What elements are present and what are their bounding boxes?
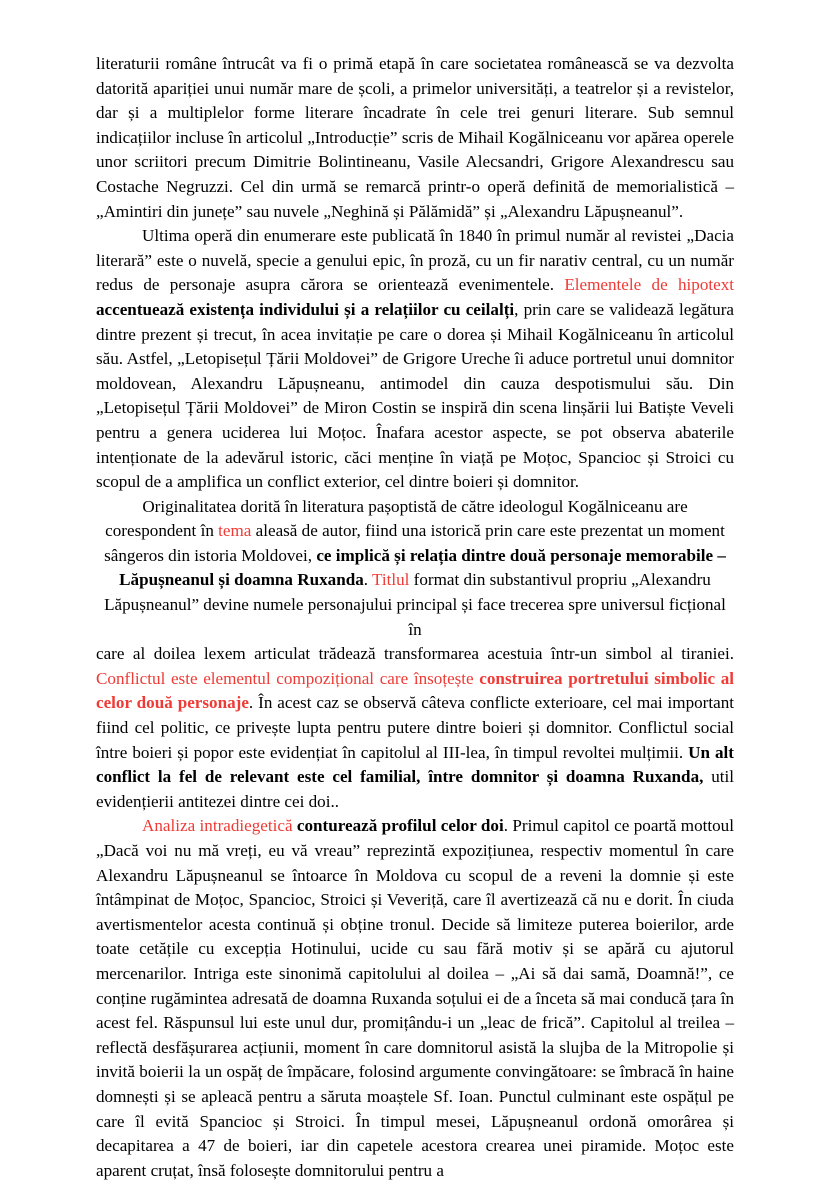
text-run-bold: ce implică și relația dintre două personaje memorabile – Lăpușneanul și doamna Ruxanda <box>119 545 726 590</box>
text-run-red: Elementele de hipotext <box>564 275 734 295</box>
text-run-red: tema <box>218 521 252 541</box>
text-run-normal: . Primul capitol ce poartă mottoul „Dacă voi nu mă vreți, eu vă vreau” reprezintă expozițiunea, respectiv momentul în care Alexandru Lăpușneanul se întoarce în Moldova cu scopul de a reveni la domnie și este întâmpinat de Moțoc, Spancioc, Stroici și Veveriță, care îl avertizează că nu e dorit. În ciuda avertismentelor acesta continuă și obține tronul. Decide să limiteze puterea boierilor, arde toate cetățile cu excepția Hotinului, ucide cu sau fără motiv și se apără cu ajutorul mercenarilor. Intriga este sinonimă capitolului al doilea – „Ai să dai samă, Doamnă!”, ce conține rugămintea adresată de doamna Ruxanda soțului ei de a înceta să mai conducă țara în acest fel. Răspunsul lui este unul dur, promițându-i un „leac de frică”. Capitolul al treilea – reflectă desfășurarea acțiunii, moment în care domnitorul asistă la slujba de la Mitropolie și invită boierii la un ospăț de împăcare, folosind argumente convingătoare: se îmbracă în haine domnești și se apleacă pentru a săruta moaștele Sf. Ioan. Punctul culminant este ospățul pe care îl evită Spancioc și Stroici. În timpul mesei, Lăpușneanul ordonă omorârea și decapitarea a 47 de boieri, iar din capetele acestora crearea unei piramide. Moțoc este aparent cruțat, însă folosește domnitorului pentru a <box>96 816 734 1180</box>
text-run-normal: care al doilea lexem articulat trădează transformarea acestuia într-un simbol al tiraniei. <box>96 644 734 664</box>
paragraph <box>96 224 734 495</box>
text-run-normal: literaturii române întrucât va fi o primă etapă în care societatea românească se va dezvolta datorită apariției unui număr mare de școli, a primelor universități, a teatrelor și a revistelor, dar și a multiplelor forme literare încadrate în cele trei genuri literare. Sub semnul indicațiilor incluse în articolul „Introducție” scris de Mihail Kogălniceanu vor apărea operele unor scriitori precum Dimitrie Bolintineanu, Vasile Alecsandri, Grigore Alexandrescu sau Costache Negruzzi. Cel din urmă se remarcă printr-o operă definită de memorialistică – „Amintiri din junețe” sau nuvele „Neghină și Pălămidă” și „Alexandru Lăpușneanul”. <box>96 54 734 221</box>
paragraph <box>96 642 734 814</box>
text-run-bold: Un alt conflict la fel de relevant este cel familial, între domnitor și doamna Ruxanda, <box>96 742 734 787</box>
paragraph <box>96 814 734 1183</box>
text-run-normal: aleasă de autor, fiind una istorică prin care este prezentat un moment sângeros din istoria Moldovei, <box>104 521 725 565</box>
paragraph <box>96 495 734 643</box>
text-run-normal: util evidențierii antitezei dintre cei doi.. <box>96 767 734 811</box>
paragraph <box>96 52 734 224</box>
text-run-red: Analiza intradiegetică <box>142 816 297 836</box>
text-run-redbold: construirea portretului simbolic al celor două personaje <box>96 668 734 713</box>
text-run-red: Titlul <box>372 570 410 590</box>
document-text-body <box>96 52 734 1183</box>
text-run-normal: , prin care se validează legătura dintre prezent și trecut, în acea invitație pe care o dorea și Mihail Kogălniceanu în articolul său. Astfel, „Letopisețul Țării Moldovei” de Grigore Ureche îi aduce portretul unui domnitor moldovean, Alexandru Lăpușneanu, antimodel din cauza despotismului său. Din „Letopisețul Țării Moldovei” de Miron Costin se inspiră din scena linșării lui Batiște Veveli pentru a genera uciderea lui Moțoc. Înafara acestor aspecte, se pot observa abaterile intenționate de la adevărul istoric, căci menține în viață pe Moțoc, Spancioc și Stroici cu scopul de a amplifica un conflict exterior, cel dintre boieri și domnitor. <box>96 299 734 492</box>
text-run-normal: . În acest caz se observă câteva conflicte exterioare, cel mai important fiind cel politic, ce privește lupta pentru putere dintre boieri și domnitor. Conflictul social între boieri și popor este evidențiat în capitolul al III-lea, în timpul revoltei mulțimii. <box>96 693 734 762</box>
text-run-bold: conturează profilul celor doi <box>296 816 504 836</box>
text-run-bold: accentuează existența individului și a relațiilor cu ceilalți <box>96 299 515 319</box>
text-run-normal: format din substantivul propriu „Alexandru Lăpușneanul” devine numele personajului principal și face trecerea spre universul ficțional în <box>104 570 726 639</box>
text-run-normal: . <box>363 570 373 590</box>
text-run-normal: Ultima operă din enumerare este publicată în 1840 în primul număr al revistei „Dacia literară” este o nuvelă, specie a genului epic, în proză, cu un fir narativ central, cu un număr redus de personaje asupra cărora se orientează evenimentele. <box>96 226 734 295</box>
text-run-red: Conflictul este elementul compozițional care însoțește <box>96 668 480 688</box>
text-run-normal: Originalitatea dorită în literatura pașoptistă de către ideologul Kogălniceanu are corespondent în <box>105 496 688 541</box>
